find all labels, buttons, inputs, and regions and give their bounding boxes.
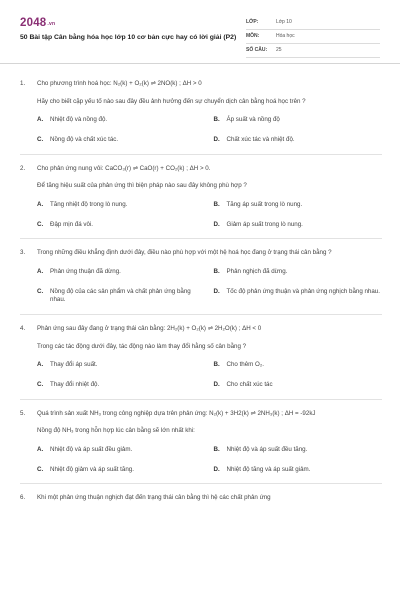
question-text: Quá trình sản xuất NH₃ trong công nghiệp dựa trên phản ứng: N₂(k) + 3H2(k) ⇌ 2NH₃(k) ; ΔH = -92kJ <box>37 409 316 417</box>
question-separator <box>20 483 382 484</box>
option-letter: B. <box>213 201 220 209</box>
question-number: 2. <box>20 164 26 172</box>
option-a[interactable] <box>37 116 206 125</box>
meta-row-count <box>246 44 380 58</box>
option-text: Phản nghịch đã dừng. <box>226 268 288 276</box>
option-b[interactable] <box>214 201 383 210</box>
option-letter: B. <box>213 116 220 124</box>
option-d[interactable] <box>214 221 383 230</box>
option-text: Nồng độ của các sản phẩm và chất phản ứng bằng nhau. <box>50 287 191 304</box>
option-text: Phản ứng thuận đã dừng. <box>50 268 121 276</box>
option-letter: D. <box>213 136 220 144</box>
option-letter: D. <box>213 220 220 228</box>
option-d[interactable] <box>214 381 383 390</box>
meta-row-subject <box>246 30 380 44</box>
meta-value: Lớp 10 <box>276 19 292 25</box>
question-4 <box>20 325 382 400</box>
option-letter: C. <box>37 287 44 295</box>
options <box>37 116 382 144</box>
option-letter: D. <box>213 381 220 389</box>
option-letter: D. <box>213 287 220 295</box>
option-text: Tăng áp suất trong lò nung. <box>226 201 303 209</box>
question-3 <box>20 249 382 315</box>
question-2 <box>20 165 382 240</box>
option-letter: B. <box>213 446 220 454</box>
option-a[interactable] <box>37 361 206 370</box>
option-text: Đập mịn đá vôi. <box>50 220 93 228</box>
meta-key: MÔN: <box>246 33 260 39</box>
option-letter: C. <box>37 220 44 228</box>
options <box>37 361 382 389</box>
option-a[interactable] <box>37 446 206 455</box>
option-text: Cho chất xúc tác <box>226 381 273 389</box>
option-d[interactable] <box>214 136 383 145</box>
header-divider <box>0 63 400 64</box>
option-text: Nhiệt độ và áp suất đều tăng. <box>226 446 308 454</box>
option-letter: A. <box>37 361 44 369</box>
option-letter: C. <box>37 381 44 389</box>
option-a[interactable] <box>37 268 206 277</box>
option-c[interactable] <box>37 381 206 390</box>
site-logo[interactable] <box>20 15 55 31</box>
option-b[interactable] <box>214 268 383 277</box>
option-text: Thay đổi nhiệt độ. <box>50 381 100 389</box>
option-letter: A. <box>37 116 44 124</box>
option-letter: D. <box>213 465 220 473</box>
option-d[interactable] <box>214 466 383 475</box>
option-letter: A. <box>37 201 44 209</box>
options <box>37 201 382 229</box>
question-separator <box>20 399 382 400</box>
question-text: Phản ứng sau đây đang ở trạng thái cân bằng: 2H₂(k) + O₂(k) ⇌ 2H₂O(k) ; ΔH < 0 <box>37 325 262 333</box>
question-6 <box>20 494 382 503</box>
question-prompt: Hãy cho biết cặp yếu tố nào sau đây đều ảnh hưởng đến sự chuyển dịch cân bằng hoá học trên ? <box>37 97 306 105</box>
option-c[interactable] <box>37 221 206 230</box>
option-letter: A. <box>37 446 44 454</box>
option-text: Tăng nhiệt độ trong lò nung. <box>50 201 128 209</box>
option-text: Nhiệt độ giảm và áp suất tăng. <box>50 465 134 473</box>
option-b[interactable] <box>214 116 383 125</box>
meta-key: LỚP: <box>246 19 259 25</box>
question-number: 3. <box>20 249 26 257</box>
question-text: Cho phương trình hoá học: N₂(k) + O₂(k) ⇌ 2NO(k) ; ΔH > 0 <box>37 80 202 87</box>
option-letter: C. <box>37 136 44 144</box>
option-text: Cho thêm O₂. <box>226 361 264 369</box>
option-letter: B. <box>213 268 220 276</box>
option-d[interactable] <box>214 288 383 305</box>
option-c[interactable] <box>37 466 206 475</box>
question-prompt: Trong các tác động dưới đây, tác động nào làm thay đổi hằng số cân bằng ? <box>37 342 247 350</box>
option-text: Nhiệt độ tăng và áp suất giảm. <box>226 465 311 473</box>
option-b[interactable] <box>214 446 383 455</box>
meta-row-class <box>246 16 380 30</box>
question-number: 6. <box>20 494 26 502</box>
question-text: Trong những điều khẳng định dưới đây, điều nào phù hợp với một hệ hoá học đang ở trạng thái cân bằng ? <box>37 249 332 257</box>
option-text: Thay đổi áp suất. <box>50 361 98 369</box>
option-text: Nhiệt độ và nồng độ. <box>50 116 108 124</box>
question-5 <box>20 410 382 485</box>
question-separator <box>20 314 382 315</box>
options <box>37 268 382 305</box>
option-text: Nồng độ và chất xúc tác. <box>50 136 119 144</box>
option-text: Chất xúc tác và nhiệt độ. <box>226 136 295 144</box>
option-c[interactable] <box>37 136 206 145</box>
question-prompt: Để tăng hiệu suất của phản ứng thì biện pháp nào sau đây không phù hợp ? <box>37 182 247 190</box>
logo-suffix: .vn <box>47 21 56 27</box>
option-letter: A. <box>37 268 44 276</box>
option-c[interactable] <box>37 288 206 305</box>
option-a[interactable] <box>37 201 206 210</box>
option-letter: B. <box>213 361 220 369</box>
meta-value: 25 <box>276 47 282 53</box>
question-text: Cho phản ứng nung vôi: CaCO₃(r) ⇌ CaO(r) + CO₂(k) ; ΔH > 0. <box>37 164 211 172</box>
question-list <box>20 80 382 513</box>
question-number: 5. <box>20 409 26 417</box>
question-number: 4. <box>20 325 26 333</box>
question-prompt: Nồng độ NH₃ trong hỗn hợp lúc cân bằng sẽ lớn nhất khi: <box>37 427 195 435</box>
question-separator <box>20 238 382 239</box>
option-letter: C. <box>37 465 44 473</box>
option-text: Nhiệt độ và áp suất đều giảm. <box>50 446 133 454</box>
question-number: 1. <box>20 80 26 87</box>
question-separator <box>20 154 382 155</box>
meta-value: Hóa học <box>276 33 295 39</box>
question-text: Khi một phản ứng thuận nghịch đạt đến trạng thái cân bằng thì hệ các chất phản ứng <box>37 494 271 502</box>
question-1 <box>20 80 382 155</box>
options <box>37 446 382 474</box>
option-b[interactable] <box>214 361 383 370</box>
logo-text: 2048 <box>20 17 47 29</box>
option-text: Tốc độ phản ứng thuận và phản ứng nghịch bằng nhau. <box>226 287 380 295</box>
header <box>20 14 382 64</box>
option-text: Giảm áp suất trong lò nung. <box>226 220 303 228</box>
meta-table <box>246 16 380 58</box>
option-text: Áp suất và nồng độ <box>226 116 280 124</box>
document-title: 50 Bài tập Cân bằng hóa học lớp 10 cơ bản cực hay có lời giải (P2) <box>20 34 237 41</box>
meta-key: SỐ CÂU: <box>246 47 268 53</box>
